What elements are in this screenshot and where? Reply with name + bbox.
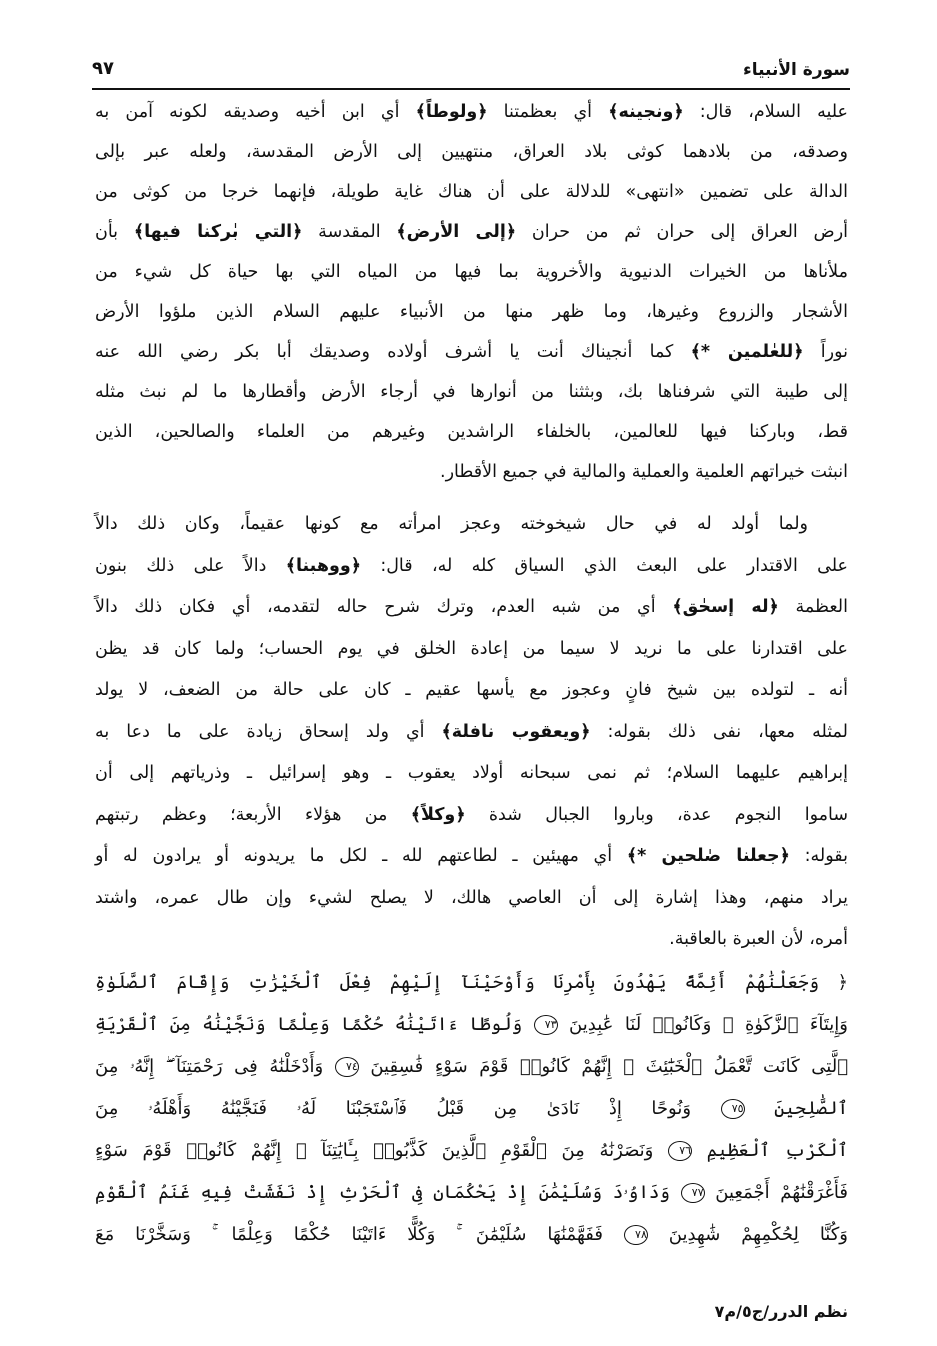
text-line — [95, 629, 848, 671]
text-run: فَفَهَّمْنَٰهَا سُلَيْمَٰنَ ۚ وَكُلًّا ءَاتَيْنَا حُكْمًا وَعِلْمًا ۚ وَسَخَّرْنَا مَعَ — [95, 1224, 624, 1245]
quoted-verse-phrase: ﴿ونجينه﴾ — [608, 102, 684, 122]
quoted-verse-phrase: ﴿إلى الأرض﴾ — [396, 222, 517, 242]
commentary-text — [95, 92, 848, 961]
text-line — [95, 919, 848, 961]
text-run: فَأَغْرَقْنَٰهُمْ أَجْمَعِينَ — [704, 1182, 848, 1203]
quoted-verse-phrase: ﴿ولوطاً﴾ — [415, 102, 488, 122]
text-run: ﴿ وَجَعَلْنَٰهُمْ أَئِمَّةً يَهْدُونَ بِأَمْرِنَا وَأَوْحَيْنَآ إِلَيْهِمْ فِعْلَ ٱلْخَيْرَٰتِ وَإِقَامَ ٱلصَّلَوٰةِ — [95, 972, 848, 993]
quran-line — [95, 1046, 848, 1088]
text-run: ولما أولد له في حال شيخوخته وعجز امرأته مع كونها عقيماً، وكان ذلك دالاً — [95, 514, 808, 534]
text-run: يراد منهم، وهذا إشارة إلى أن العاصي هالك، لا يصلح لشيء وإن طال عمره، واشتد — [95, 887, 848, 908]
text-run: أي مهيئين ـ لطاعتهم لله ـ لكل ما يريدونه أو يرادون له أو — [95, 846, 627, 866]
text-line — [95, 452, 848, 492]
text-line — [95, 712, 848, 754]
text-run: لمثله معها، نفى ذلك بقوله: — [590, 721, 848, 742]
text-line — [95, 292, 848, 332]
quran-line — [95, 962, 848, 1004]
text-line — [95, 412, 848, 452]
text-run: وصدقه، من بلادهما كوثى بلاد العراق، منتهيين إلى الأرض المقدسة، ولعله عبر بإلى — [95, 142, 848, 162]
page-number: ٩٧ — [92, 58, 114, 79]
verse-number-marker: ٧٧ — [681, 1183, 705, 1203]
text-run: أي ولد إسحاق زيادة على ما دعا به — [95, 721, 442, 742]
text-run: إلى طيبة التي شرفناها بك، وبثثنا من أنوارها في أرجاء الأرض وأقطارها ما لم نبث مثله — [95, 382, 848, 402]
text-line — [95, 172, 848, 212]
text-run: عليه السلام، قال: — [683, 102, 848, 122]
quran-verses-block — [95, 962, 848, 1256]
paragraph-1 — [95, 92, 848, 492]
text-run: الدالة على تضمين «انتهى» للدلالة على أن هناك غاية طويلة، فإنهما خرجا من كوثى من — [95, 182, 848, 202]
surah-title: سورة الأنبياء — [743, 60, 850, 80]
text-line — [95, 132, 848, 172]
verse-number-marker: ٧٥ — [721, 1099, 745, 1119]
text-run: وَإِيتَآءَ ٱلزَّكَوٰةِ ۖ وَكَانُوا۟ لَنَا عَٰبِدِينَ — [557, 1014, 849, 1035]
text-line — [95, 332, 848, 372]
text-line — [95, 753, 848, 795]
text-line — [95, 212, 848, 252]
quran-line — [95, 1130, 848, 1172]
quoted-verse-phrase: ﴿له إسحٰق﴾ — [672, 597, 779, 617]
text-run: من هؤلاء الأربعة؛ وعظم رتبتهم — [95, 804, 411, 825]
quoted-verse-phrase: ﴿التي بٰركنا فيها﴾ — [133, 222, 303, 242]
text-run: أنه ـ لتولده بين شيخ فانٍ وعجوز مع يأسها عقيم ـ كان على حالة من الضعف، لا يولد — [95, 680, 848, 700]
text-run: وَنَصَرْنَٰهُ مِنَ ٱلْقَوْمِ ٱلَّذِينَ كَذَّبُوا۟ بِـَٔايَٰتِنَآ ۚ إِنَّهُمْ كَانُوا۟ قَوْمَ سَوْءٍ — [95, 1140, 669, 1161]
text-line — [95, 92, 848, 132]
text-line — [95, 372, 848, 412]
verse-number-marker: ٧٨ — [624, 1225, 648, 1245]
text-run: ٱلصَّٰلِحِينَ — [744, 1098, 848, 1119]
quoted-verse-phrase: ﴿جعلنا صٰلحين *﴾ — [626, 846, 790, 866]
text-line — [95, 546, 848, 588]
text-run: بقوله: — [789, 846, 849, 866]
quran-line — [95, 1214, 848, 1256]
text-line — [95, 836, 848, 878]
text-run: ملأناها من الخيرات الدنيوية والأخروية بما فيها من المياه التي بها حياة كل شيء من — [95, 262, 848, 282]
text-run: أي من شبه العدم، وترك شرح حاله لتقدمه، أي فكان ذلك دالاً — [95, 597, 673, 617]
text-line — [95, 504, 848, 546]
text-line — [95, 795, 848, 837]
text-run: ٱلَّتِى كَانَت تَّعْمَلُ ٱلْخَبَٰٓئِثَ ۗ إِنَّهُمْ كَانُوا۟ قَوْمَ سَوْءٍ فَٰسِقِينَ — [358, 1056, 848, 1077]
text-run: وَأَدْخَلْنَٰهُ فِى رَحْمَتِنَآ ۖ إِنَّهُۥ مِنَ — [95, 1056, 335, 1077]
text-run: أي بعظمتنا — [487, 102, 609, 122]
text-run: على الاقتدار على البعث الذي السياق كله له، قال: — [360, 555, 848, 576]
quoted-verse-phrase: ﴿ويعقوب نافلة﴾ — [441, 721, 591, 742]
text-run: أي ابن أخيه وصديقه لكونه آمن به — [95, 102, 416, 122]
text-run: ٱلْكَرْبِ ٱلْعَظِيمِ — [692, 1140, 848, 1161]
quran-line — [95, 1172, 848, 1214]
text-run: أرض العراق إلى حران ثم من حران — [516, 222, 849, 242]
text-run: وَلُوطًا ءَاتَيْنَٰهُ حُكْمًا وَعِلْمًا وَنَجَّيْنَٰهُ مِنَ ٱلْقَرْيَةِ — [95, 1014, 534, 1035]
text-run: إبراهيم عليهما السلام؛ ثم نمى سبحانه أولاد يعقوب ـ وهو إسرائيل ـ وذرياتهم إلى أن — [95, 763, 848, 783]
text-run: دالاً على ذلك بنون — [95, 555, 286, 576]
quran-line — [95, 1088, 848, 1130]
text-run: بأن — [95, 222, 134, 242]
running-header — [92, 56, 850, 90]
text-run: وَنُوحًا إِذْ نَادَىٰ مِن قَبْلُ فَٱسْتَجَبْنَا لَهُۥ فَنَجَّيْنَٰهُ وَأَهْلَهُۥ مِنَ — [95, 1098, 721, 1119]
text-run: على اقتدارنا على ما نريد لا سيما من إعادة الخلق في يوم الحساب؛ ولما كان قد يظن — [95, 638, 848, 659]
verse-number-marker: ٧٦ — [668, 1141, 692, 1161]
quoted-verse-phrase: ﴿للعٰلمين *﴾ — [690, 342, 804, 362]
verse-number-marker: ٧٣ — [534, 1015, 558, 1035]
quoted-verse-phrase: ﴿ووهبنا﴾ — [285, 555, 361, 576]
text-run: المقدسة — [302, 222, 397, 242]
text-line — [95, 587, 848, 629]
text-run: قط، وباركنا فيها للعالمين، بالخلفاء الراشدين وغيرهم من العلماء والصالحين، الذين — [95, 422, 848, 442]
footer-signature: نظم الدرر/ج٥/م٧ — [714, 1302, 848, 1321]
text-run: العظمة — [778, 597, 848, 617]
text-line — [95, 670, 848, 712]
quran-line — [95, 1004, 848, 1046]
text-run: انبثت خيراتهم العلمية والعملية والمالية في جميع الأقطار. — [440, 462, 848, 482]
text-run: وَدَاوُۥدَ وَسُلَيْمَٰنَ إِذْ يَحْكُمَانِ فِى ٱلْحَرْثِ إِذْ نَفَشَتْ فِيهِ غَنَمُ ٱلْقَوْمِ — [95, 1182, 681, 1203]
text-line — [95, 252, 848, 292]
text-run: نوراً — [803, 342, 848, 362]
verse-number-marker: ٧٤ — [335, 1057, 359, 1077]
text-run: وَكُنَّا لِحُكْمِهِمْ شَٰهِدِينَ — [647, 1224, 848, 1245]
text-run: ساموا النجوم عدة، وباروا الجبال شدة — [465, 804, 848, 825]
text-line — [95, 878, 848, 920]
paragraph-2 — [95, 504, 848, 961]
text-run: كما أنجيناك أنت يا أشرف أولاده وصديقك أبا بكر رضي الله عنه — [95, 342, 691, 362]
text-run: أمره، لأن العبرة بالعاقبة. — [669, 929, 848, 949]
quoted-verse-phrase: ﴿وكلاً﴾ — [410, 804, 466, 825]
text-run: الأشجار والزروع وغيرها، وما ظهر منها من الأنبياء عليهم السلام الذين ملؤوا الأرض — [95, 302, 848, 322]
